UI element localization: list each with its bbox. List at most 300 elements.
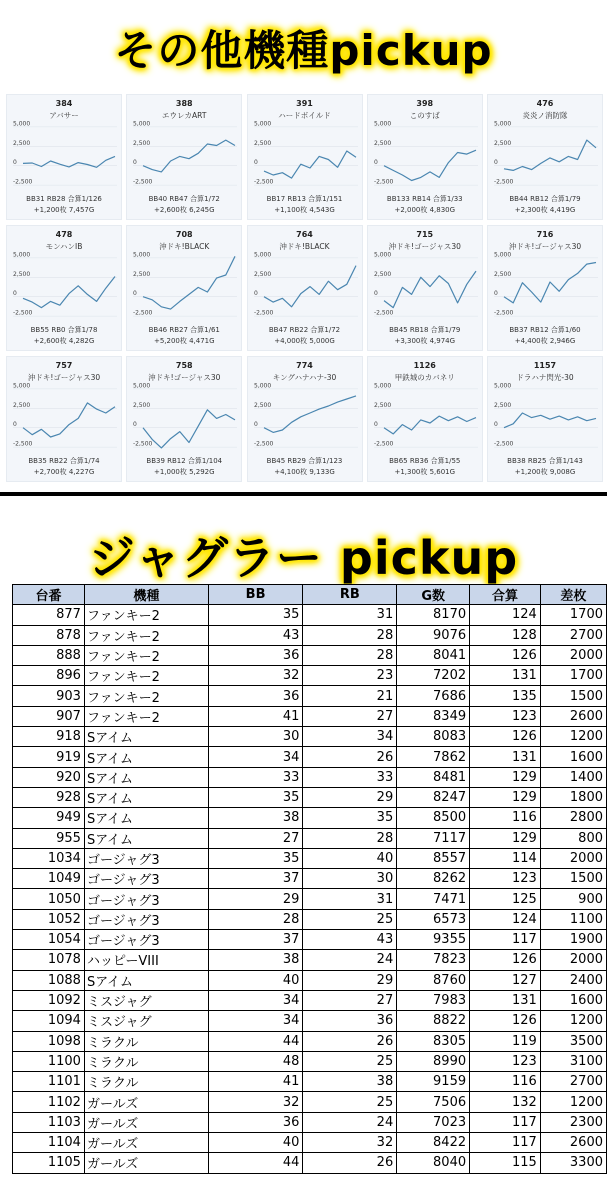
machine-name: 甲鉄城のカバネリ <box>394 373 455 382</box>
y-tick-label: 2,500 <box>253 401 271 409</box>
table-cell: 23 <box>303 666 397 686</box>
y-tick-label: -2,500 <box>133 178 153 186</box>
y-tick-label: 2,500 <box>373 139 391 147</box>
table-cell: 123 <box>470 1051 541 1071</box>
column-header: 合算 <box>470 585 541 605</box>
table-cell: 1101 <box>13 1072 85 1092</box>
table-row <box>13 666 607 686</box>
y-tick-label: 5,000 <box>13 382 31 390</box>
slump-graph-panel <box>6 225 122 351</box>
y-tick-label: 0 <box>253 159 258 167</box>
table-cell: 28 <box>303 625 397 645</box>
y-tick-label: 5,000 <box>133 120 151 128</box>
slump-graph-grid <box>6 94 603 482</box>
table-cell: 8481 <box>397 767 470 787</box>
table-cell: 1800 <box>540 787 606 807</box>
title-juggler: ジャグラー pickup <box>88 531 519 585</box>
table-cell: 33 <box>208 767 303 787</box>
y-tick-label: 5,000 <box>133 251 151 259</box>
machine-number: 757 <box>55 361 73 370</box>
y-tick-label: 2,500 <box>13 139 31 147</box>
y-tick-label: -2,500 <box>13 178 33 186</box>
table-cell: 117 <box>470 1133 541 1153</box>
table-cell: 2600 <box>540 706 606 726</box>
table-cell: Sアイム <box>84 747 208 767</box>
table-cell: 1500 <box>540 869 606 889</box>
table-cell: 907 <box>13 706 85 726</box>
y-tick-label: 2,500 <box>494 270 512 278</box>
series-line <box>143 410 235 448</box>
table-cell: 1200 <box>540 1092 606 1112</box>
table-cell: 7686 <box>397 686 470 706</box>
series-line <box>264 151 356 178</box>
slump-line-chart <box>248 119 364 193</box>
table-cell: 1034 <box>13 848 85 868</box>
table-cell: 27 <box>303 990 397 1010</box>
table-cell: ファンキー2 <box>84 706 208 726</box>
table-cell: 114 <box>470 848 541 868</box>
title-other-machines: その他機種pickup <box>114 26 493 75</box>
slump-line-chart <box>488 119 604 193</box>
table-cell: 30 <box>208 727 303 747</box>
series-line <box>384 271 476 308</box>
y-tick-label: -2,500 <box>13 440 33 448</box>
y-tick-label: -2,500 <box>13 309 33 317</box>
table-cell: 31 <box>303 605 397 625</box>
table-cell: 2000 <box>540 645 606 665</box>
table-cell: 3300 <box>540 1153 606 1173</box>
machine-number: 715 <box>416 230 434 239</box>
table-cell: 888 <box>13 645 85 665</box>
bonus-stats: BB38 RB25 合算1/143 <box>507 457 583 465</box>
y-tick-label: 0 <box>494 290 498 298</box>
slump-line-chart <box>368 250 484 324</box>
table-cell: 126 <box>470 950 541 970</box>
result-summary: +1,100枚 4,543G <box>274 206 335 214</box>
slump-graph-panel <box>487 356 603 482</box>
machine-number: 764 <box>296 230 313 239</box>
table-row <box>13 970 607 990</box>
table-cell: 21 <box>303 686 397 706</box>
table-cell: 26 <box>303 1031 397 1051</box>
slump-line-chart <box>7 250 123 324</box>
table-cell: 36 <box>208 686 303 706</box>
machine-number: 708 <box>175 230 193 239</box>
table-cell: ミスジャグ <box>84 990 208 1010</box>
slump-line-chart <box>488 381 604 455</box>
y-tick-label: 2,500 <box>133 270 151 278</box>
table-cell: 127 <box>470 970 541 990</box>
table-cell: Sアイム <box>84 787 208 807</box>
bonus-stats: BB39 RB12 合算1/104 <box>146 457 223 465</box>
y-tick-label: 0 <box>373 290 378 298</box>
table-cell: 8247 <box>397 787 470 807</box>
table-cell: 2700 <box>540 1072 606 1092</box>
table-cell: 131 <box>470 666 541 686</box>
table-row <box>13 1072 607 1092</box>
table-row <box>13 1112 607 1132</box>
slump-line-chart <box>127 381 243 455</box>
y-tick-label: -2,500 <box>373 178 394 186</box>
table-cell: 48 <box>208 1051 303 1071</box>
machine-number: 1126 <box>413 361 436 370</box>
table-cell: 34 <box>303 727 397 747</box>
slump-line-chart <box>7 381 123 455</box>
y-tick-label: 0 <box>373 159 378 167</box>
bonus-stats: BB45 RB29 合算1/123 <box>266 457 343 465</box>
table-cell: 8500 <box>397 808 470 828</box>
table-cell: 38 <box>208 808 303 828</box>
table-cell: 877 <box>13 605 85 625</box>
y-tick-label: 5,000 <box>253 120 271 128</box>
table-cell: 949 <box>13 808 85 828</box>
table-cell: 131 <box>470 990 541 1010</box>
table-cell: 1200 <box>540 1011 606 1031</box>
table-cell: 125 <box>470 889 541 909</box>
table-cell: Sアイム <box>84 808 208 828</box>
table-row <box>13 686 607 706</box>
table-cell: 33 <box>303 767 397 787</box>
table-row <box>13 1011 607 1031</box>
table-cell: 40 <box>208 970 303 990</box>
bonus-stats: BB40 RB47 合算1/72 <box>148 195 220 203</box>
y-tick-label: 0 <box>253 290 258 298</box>
table-row <box>13 706 607 726</box>
table-cell: 32 <box>208 666 303 686</box>
table-cell: 34 <box>208 990 303 1010</box>
table-cell: 32 <box>208 1092 303 1112</box>
y-tick-label: 0 <box>373 421 378 429</box>
table-cell: 2000 <box>540 848 606 868</box>
machine-number: 1157 <box>533 361 557 370</box>
slump-graph-panel <box>6 356 122 482</box>
table-cell: 8990 <box>397 1051 470 1071</box>
machine-number: 716 <box>536 230 554 239</box>
machine-number: 774 <box>296 361 313 370</box>
y-tick-label: 0 <box>133 290 138 298</box>
result-summary: +4,400枚 2,946G <box>514 337 576 345</box>
table-cell: ガールズ <box>84 1092 208 1112</box>
y-tick-label: -2,500 <box>373 440 394 448</box>
table-cell: 1102 <box>13 1092 85 1112</box>
table-cell: 126 <box>470 1011 541 1031</box>
table-cell: 1100 <box>540 909 606 929</box>
table-cell: 8040 <box>397 1153 470 1173</box>
table-row <box>13 1133 607 1153</box>
slump-line-chart <box>488 250 604 324</box>
table-cell: 8557 <box>397 848 470 868</box>
y-tick-label: 2,500 <box>253 270 271 278</box>
y-tick-label: 5,000 <box>253 382 271 390</box>
slump-graph-panel <box>487 225 603 351</box>
table-cell: 7117 <box>397 828 470 848</box>
result-summary: +2,700枚 4,227G <box>33 468 95 476</box>
table-cell: 129 <box>470 787 541 807</box>
table-cell: 26 <box>303 747 397 767</box>
table-cell: 1400 <box>540 767 606 787</box>
y-tick-label: 5,000 <box>373 382 391 390</box>
bonus-stats: BB133 RB14 合算1/33 <box>386 195 463 203</box>
table-cell: ミラクル <box>84 1072 208 1092</box>
bonus-stats: BB47 RB22 合算1/72 <box>268 326 341 334</box>
table-cell: 9159 <box>397 1072 470 1092</box>
y-tick-label: 2,500 <box>373 270 391 278</box>
result-summary: +3,300枚 4,974G <box>394 337 456 345</box>
table-cell: 1088 <box>13 970 85 990</box>
y-tick-label: 0 <box>13 421 17 429</box>
column-header: 機種 <box>84 585 208 605</box>
table-cell: 2000 <box>540 950 606 970</box>
table-cell: 2300 <box>540 1112 606 1132</box>
machine-name: このすば <box>409 111 440 120</box>
table-cell: 41 <box>208 1072 303 1092</box>
table-cell: 29 <box>303 970 397 990</box>
y-tick-label: 0 <box>253 421 258 429</box>
table-cell: Sアイム <box>84 970 208 990</box>
table-cell: ガールズ <box>84 1153 208 1173</box>
table-cell: 28 <box>208 909 303 929</box>
table-row <box>13 1092 607 1112</box>
machine-name: 沖ドキ!ゴージャス30 <box>388 242 461 251</box>
table-cell: 8262 <box>397 869 470 889</box>
table-cell: 126 <box>470 727 541 747</box>
table-cell: 955 <box>13 828 85 848</box>
table-row <box>13 889 607 909</box>
series-line <box>143 140 235 172</box>
table-cell: 135 <box>470 686 541 706</box>
slump-graph-panel <box>247 356 363 482</box>
table-cell: 1104 <box>13 1133 85 1153</box>
table-cell: 918 <box>13 727 85 747</box>
machine-name: 沖ドキ!ゴージャス30 <box>148 373 221 382</box>
table-cell: 7823 <box>397 950 470 970</box>
table-cell: 800 <box>540 828 606 848</box>
table-body <box>13 605 607 1173</box>
table-cell: ゴージャグ3 <box>84 869 208 889</box>
machine-name: アバサー <box>49 111 79 120</box>
y-tick-label: -2,500 <box>494 309 514 317</box>
table-cell: 1103 <box>13 1112 85 1132</box>
table-cell: 903 <box>13 686 85 706</box>
slump-graph-panel <box>367 225 483 351</box>
y-tick-label: 5,000 <box>373 251 391 259</box>
bonus-stats: BB44 RB12 合算1/79 <box>509 195 581 203</box>
table-cell: 1054 <box>13 930 85 950</box>
slump-graph-panel <box>487 94 603 220</box>
bonus-stats: BB65 RB36 合算1/55 <box>389 457 461 465</box>
table-cell: ファンキー2 <box>84 666 208 686</box>
table-cell: 8083 <box>397 727 470 747</box>
table-row <box>13 605 607 625</box>
table-cell: 8760 <box>397 970 470 990</box>
table-cell: 919 <box>13 747 85 767</box>
y-tick-label: 0 <box>133 421 138 429</box>
column-header: 差枚 <box>540 585 606 605</box>
table-cell: 30 <box>303 869 397 889</box>
result-summary: +4,000枚 5,000G <box>274 337 335 345</box>
machine-name: 沖ドキ!BLACK <box>279 242 330 251</box>
slump-line-chart <box>7 119 123 193</box>
table-cell: 131 <box>470 747 541 767</box>
table-cell: 8041 <box>397 645 470 665</box>
table-row <box>13 1153 607 1173</box>
table-cell: 1049 <box>13 869 85 889</box>
table-cell: ミスジャグ <box>84 1011 208 1031</box>
bonus-stats: BB46 RB27 合算1/61 <box>148 326 220 334</box>
table-cell: 1200 <box>540 727 606 747</box>
slump-line-chart <box>248 250 364 324</box>
table-cell: 35 <box>303 808 397 828</box>
table-cell: ファンキー2 <box>84 605 208 625</box>
bonus-stats: BB17 RB13 合算1/151 <box>266 195 343 203</box>
column-header: G数 <box>397 585 470 605</box>
table-cell: 32 <box>303 1133 397 1153</box>
table-cell: 126 <box>470 645 541 665</box>
table-cell: 1700 <box>540 605 606 625</box>
table-cell: 1098 <box>13 1031 85 1051</box>
y-tick-label: 5,000 <box>13 251 31 259</box>
machine-name: エウレカART <box>162 111 207 120</box>
machine-name: キングハナハナ-30 <box>272 373 337 382</box>
y-tick-label: -2,500 <box>494 440 514 448</box>
table-cell: 7862 <box>397 747 470 767</box>
table-cell: 1700 <box>540 666 606 686</box>
table-cell: 25 <box>303 1092 397 1112</box>
table-cell: 28 <box>303 645 397 665</box>
table-cell: 2600 <box>540 1133 606 1153</box>
table-cell: 129 <box>470 828 541 848</box>
machine-number: 384 <box>55 99 73 108</box>
y-tick-label: -2,500 <box>133 309 153 317</box>
table-cell: 34 <box>208 747 303 767</box>
table-cell: 123 <box>470 869 541 889</box>
series-line <box>264 266 356 307</box>
table-header-row <box>13 585 607 605</box>
table-row <box>13 848 607 868</box>
table-cell: 1092 <box>13 990 85 1010</box>
table-cell: 37 <box>208 869 303 889</box>
y-tick-label: 2,500 <box>253 139 271 147</box>
table-cell: ファンキー2 <box>84 625 208 645</box>
table-row <box>13 808 607 828</box>
result-summary: +4,100枚 9,133G <box>274 468 335 476</box>
y-tick-label: 0 <box>133 159 138 167</box>
table-cell: Sアイム <box>84 727 208 747</box>
table-row <box>13 625 607 645</box>
series-line <box>143 256 235 309</box>
table-cell: 7023 <box>397 1112 470 1132</box>
y-tick-label: 0 <box>494 421 498 429</box>
machine-name: 沖ドキ!BLACK <box>159 242 210 251</box>
table-cell: 8822 <box>397 1011 470 1031</box>
table-cell: 119 <box>470 1031 541 1051</box>
table-row <box>13 909 607 929</box>
table-cell: 7471 <box>397 889 470 909</box>
y-tick-label: 5,000 <box>253 251 271 259</box>
y-tick-label: 5,000 <box>494 251 512 259</box>
table-cell: 1900 <box>540 930 606 950</box>
machine-name: 炎炎ノ消防隊 <box>522 111 568 120</box>
bonus-stats: BB37 RB12 合算1/60 <box>509 326 581 334</box>
y-tick-label: 2,500 <box>494 139 512 147</box>
machine-name: ハードボイルド <box>278 111 331 120</box>
table-cell: 1600 <box>540 990 606 1010</box>
result-summary: +1,300枚 5,601G <box>394 468 456 476</box>
y-tick-label: 2,500 <box>133 139 151 147</box>
slump-graph-panel <box>247 94 363 220</box>
table-row <box>13 787 607 807</box>
table-row <box>13 990 607 1010</box>
table-cell: 116 <box>470 1072 541 1092</box>
series-line <box>384 150 476 180</box>
y-tick-label: 5,000 <box>133 382 151 390</box>
table-row <box>13 869 607 889</box>
table-cell: ゴージャグ3 <box>84 848 208 868</box>
table-cell: 1050 <box>13 889 85 909</box>
machine-number: 758 <box>175 361 193 370</box>
slump-graph-panel <box>126 356 242 482</box>
table-cell: 36 <box>303 1011 397 1031</box>
result-summary: +2,600枚 4,282G <box>33 337 95 345</box>
bonus-stats: BB45 RB18 合算1/79 <box>389 326 461 334</box>
table-cell: 8305 <box>397 1031 470 1051</box>
table-row <box>13 930 607 950</box>
table-cell: 44 <box>208 1153 303 1173</box>
y-tick-label: -2,500 <box>253 309 273 317</box>
table-cell: 1600 <box>540 747 606 767</box>
y-tick-label: -2,500 <box>133 440 153 448</box>
table-cell: 34 <box>208 1011 303 1031</box>
table-cell: 29 <box>303 787 397 807</box>
table-cell: ガールズ <box>84 1133 208 1153</box>
bonus-stats: BB31 RB28 合算1/126 <box>26 195 102 203</box>
table-cell: ゴージャグ3 <box>84 909 208 929</box>
machine-name: モンハンIB <box>45 242 83 251</box>
y-tick-label: 2,500 <box>133 401 151 409</box>
slump-graph-panel <box>126 225 242 351</box>
table-cell: 878 <box>13 625 85 645</box>
table-cell: Sアイム <box>84 767 208 787</box>
table-cell: 1500 <box>540 686 606 706</box>
slump-line-chart <box>127 250 243 324</box>
machine-number: 388 <box>175 99 193 108</box>
result-summary: +2,600枚 6,245G <box>153 206 215 214</box>
table-cell: 7983 <box>397 990 470 1010</box>
table-cell: 2400 <box>540 970 606 990</box>
table-row <box>13 645 607 665</box>
table-cell: 896 <box>13 666 85 686</box>
table-cell: 9076 <box>397 625 470 645</box>
machine-name: 沖ドキ!ゴージャス30 <box>27 373 101 382</box>
y-tick-label: 5,000 <box>373 120 391 128</box>
result-summary: +2,300枚 4,419G <box>514 206 576 214</box>
table-row <box>13 1031 607 1051</box>
table-cell: 31 <box>303 889 397 909</box>
table-cell: 115 <box>470 1153 541 1173</box>
slump-line-chart <box>127 119 243 193</box>
table-cell: 44 <box>208 1031 303 1051</box>
table-cell: 117 <box>470 930 541 950</box>
table-cell: 116 <box>470 808 541 828</box>
table-cell: 38 <box>208 950 303 970</box>
table-cell: 41 <box>208 706 303 726</box>
table-cell: 7506 <box>397 1092 470 1112</box>
slump-line-chart <box>368 119 484 193</box>
table-cell: 8170 <box>397 605 470 625</box>
table-row <box>13 950 607 970</box>
result-summary: +2,000枚 4,830G <box>394 206 456 214</box>
column-header: RB <box>303 585 397 605</box>
